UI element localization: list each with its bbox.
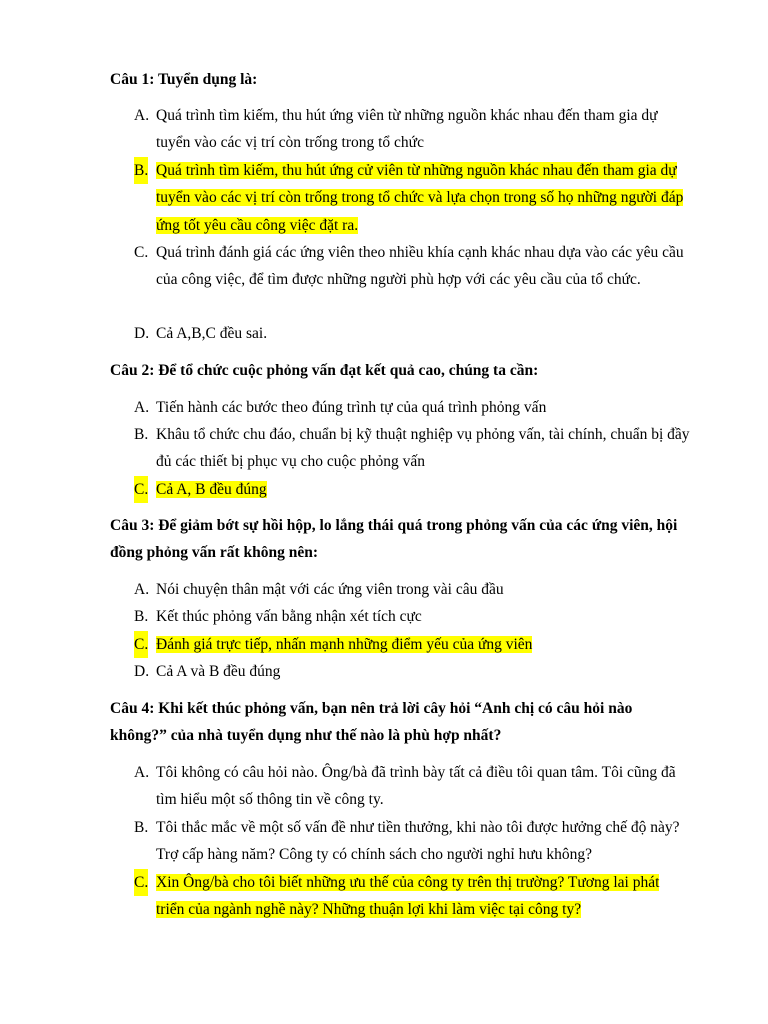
option-text: Cả A và B đều đúng [156,663,281,680]
question-1-option-b [134,157,690,239]
option-text: Nói chuyện thân mật với các ứng viên trong vài câu đầu [156,581,504,598]
option-letter: C. [134,869,148,896]
option-text: Quá trình đánh giá các ứng viên theo nhiều khía cạnh khác nhau dựa vào các yêu cầu của công việc, để tìm được những người phù hợp với các yêu cầu của tổ chức. [156,244,684,289]
option-text: Đánh giá trực tiếp, nhấn mạnh những điểm yếu của ứng viên [156,636,533,653]
question-3-option-b [134,603,690,630]
question-1-title: Câu 1: Tuyển dụng là: [110,71,258,88]
question-2-option-b [134,421,690,476]
question-1-option-d [134,320,690,347]
question-3-title: Câu 3: Để giảm bớt sự hồi hộp, lo lắng thái quá trong phỏng vấn của các ứng viên, hội đồng phỏng vấn rất không nên: [110,517,678,561]
option-text: Cả A, B đều đúng [156,481,267,498]
option-letter: B. [134,608,149,625]
option-text: Xin Ông/bà cho tôi biết những ưu thế của công ty trên thị trường? Tương lai phát triển của ngành nghề này? Những thuận lợi khi làm việc tại công ty? [156,874,660,919]
option-letter: C. [134,476,148,503]
question-3-option-c [134,631,690,658]
option-text: Cả A,B,C đều sai. [156,325,268,342]
option-letter: A. [134,107,150,124]
option-letter: A. [134,399,150,416]
question-1-option-a [134,102,690,157]
option-text: Quá trình tìm kiếm, thu hút ứng viên từ những nguồn khác nhau đến tham gia dự tuyển vào các vị trí còn trống trong tổ chức [156,107,658,152]
option-text: Tôi thắc mắc về một số vấn đề như tiền thưởng, khi nào tôi được hưởng chế độ này? Trợ cấp hàng năm? Công ty có chính sách cho người nghỉ hưu không? [156,819,680,864]
question-4-title: Câu 4: Khi kết thúc phỏng vấn, bạn nên trả lời cây hỏi “Anh chị có câu hỏi nào không?” của nhà tuyển dụng như thế nào là phù hợp nhất? [110,700,633,744]
option-letter: C. [134,631,148,658]
option-letter: D. [134,325,150,342]
question-4-option-a [134,759,690,814]
question-4-option-c [134,869,690,924]
option-letter: B. [134,426,149,443]
question-2-title: Câu 2: Để tổ chức cuộc phỏng vấn đạt kết quả cao, chúng ta cần: [110,362,539,379]
option-letter: A. [134,764,150,781]
question-1-option-c [134,239,690,294]
option-letter: B. [134,819,149,836]
option-letter: C. [134,244,149,261]
option-text: Kết thúc phỏng vấn bằng nhận xét tích cực [156,608,422,625]
option-text: Khâu tổ chức chu đáo, chuẩn bị kỹ thuật nghiệp vụ phỏng vấn, tài chính, chuẩn bị đầy đủ các thiết bị phục vụ cho cuộc phỏng vấn [156,426,690,471]
option-letter: A. [134,581,150,598]
question-2-option-c [134,476,690,503]
option-letter: B. [134,157,148,184]
question-3-option-d [134,658,690,685]
question-2-option-a [134,394,690,421]
option-text: Tôi không có câu hỏi nào. Ông/bà đã trình bày tất cả điều tôi quan tâm. Tôi cũng đã tìm hiểu một số thông tin về công ty. [156,764,676,809]
option-text: Tiến hành các bước theo đúng trình tự của quá trình phỏng vấn [156,399,547,416]
question-4-option-b [134,814,690,869]
question-3-option-a [134,576,690,603]
option-text: Quá trình tìm kiếm, thu hút ứng cử viên từ những nguồn khác nhau đến tham gia dự tuyển vào các vị trí còn trống trong tổ chức và lựa chọn trong số họ những người đáp ứng tốt yêu cầu công việc đặt ra. [156,162,684,234]
option-letter: D. [134,663,150,680]
